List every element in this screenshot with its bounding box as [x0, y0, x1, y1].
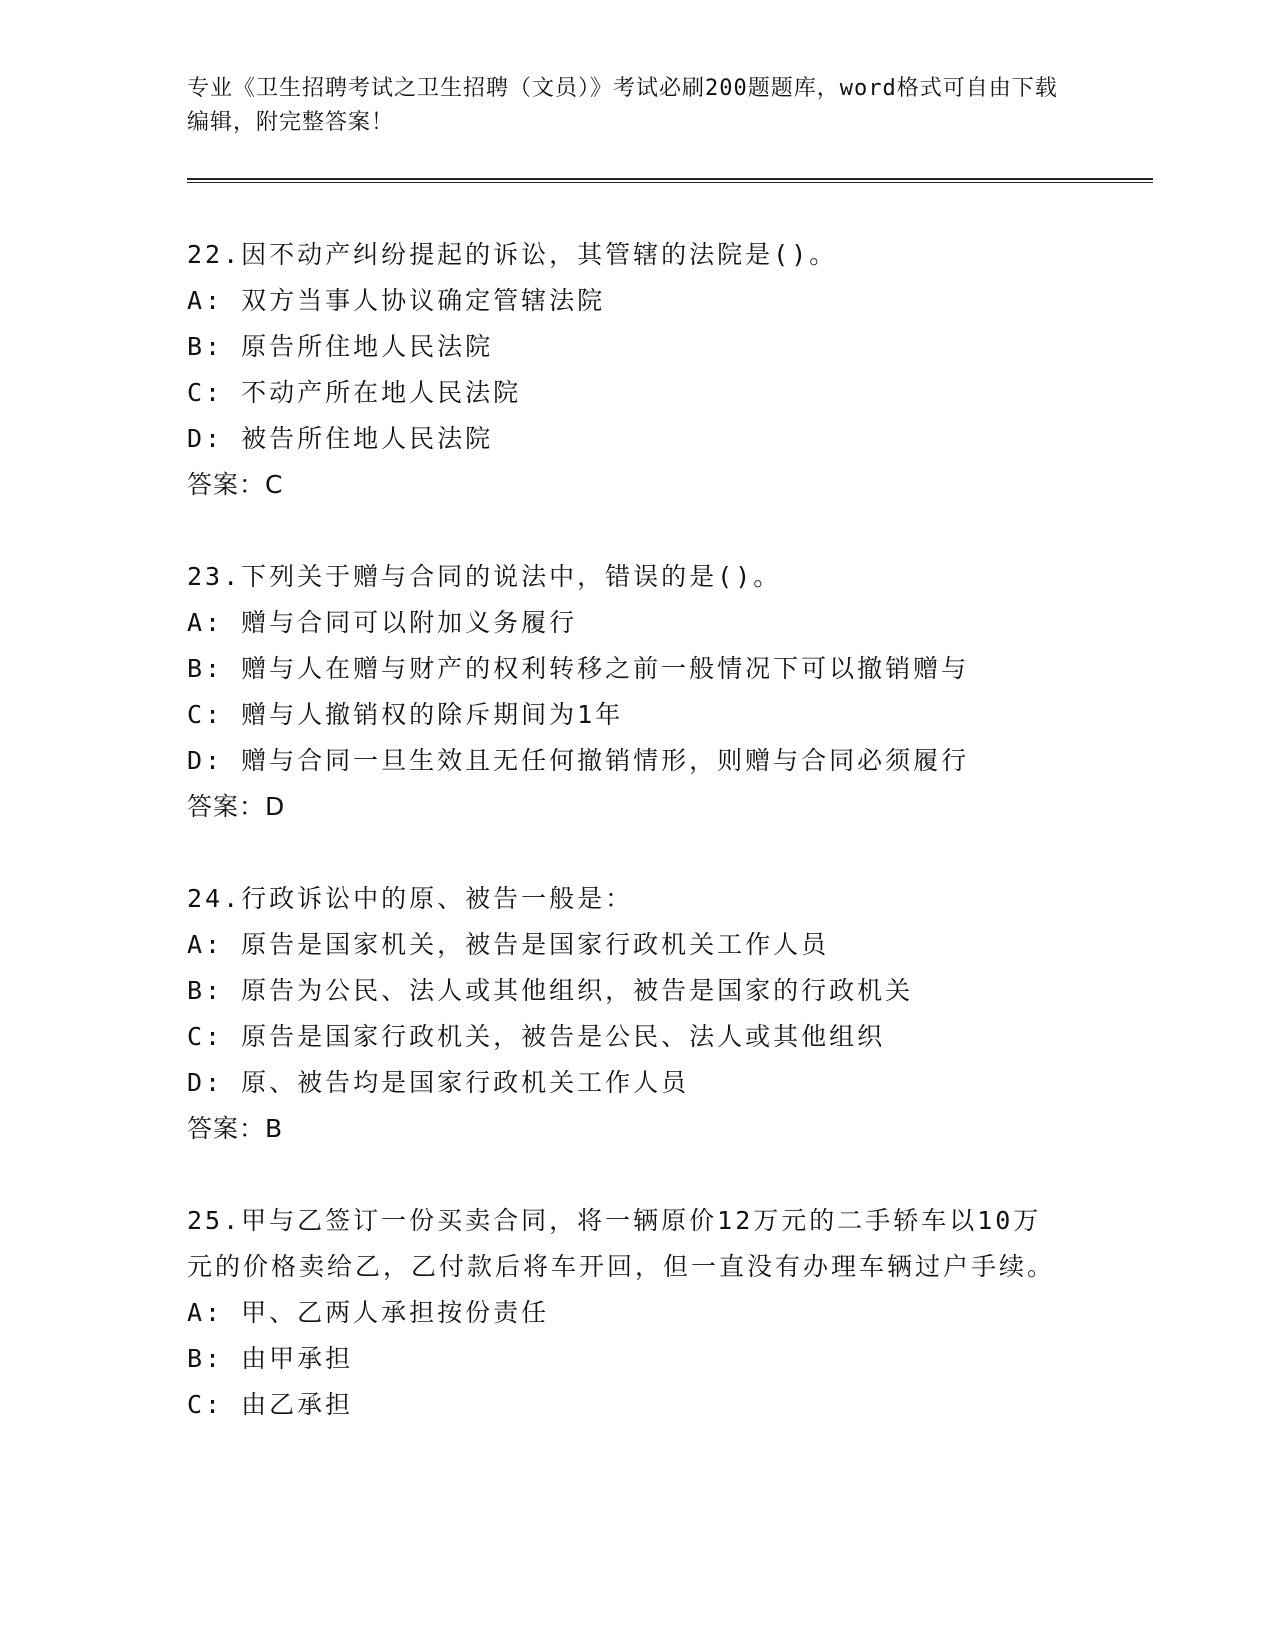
question-list: [187, 232, 1087, 1474]
header-divider-bottom: [187, 182, 1153, 183]
question-stem: 24.行政诉讼中的原、被告一般是：: [187, 884, 634, 913]
question-24: [187, 876, 1087, 1152]
option-c: C: 不动产所在地人民法院: [187, 378, 522, 407]
option-c: C: 由乙承担: [187, 1390, 354, 1419]
option-a: A: 甲、乙两人承担按份责任: [187, 1298, 550, 1327]
option-d: D: 赠与合同一旦生效且无任何撤销情形，则赠与合同必须履行: [187, 746, 970, 775]
question-stem: 23.下列关于赠与合同的说法中，错误的是()。: [187, 562, 782, 591]
question-23: [187, 554, 1087, 830]
header-divider-top: [187, 178, 1153, 180]
option-d: D: 被告所住地人民法院: [187, 424, 494, 453]
option-b: B: 由甲承担: [187, 1344, 354, 1373]
option-a: A: 赠与合同可以附加义务履行: [187, 608, 578, 637]
option-c: C: 赠与人撤销权的除斥期间为1年: [187, 700, 624, 729]
question-stem: 22.因不动产纠纷提起的诉讼，其管辖的法院是()。: [187, 240, 838, 269]
option-b: B: 原告所住地人民法院: [187, 332, 494, 361]
question-stem: 25.甲与乙签订一份买卖合同，将一辆原价12万元的二手轿车以10万元的价格卖给乙，乙付款后将车开回，但一直没有办理车辆过户手续。: [187, 1206, 1056, 1281]
question-22: [187, 232, 1087, 508]
option-b: B: 赠与人在赠与财产的权利转移之前一般情况下可以撤销赠与: [187, 654, 970, 683]
question-25: [187, 1198, 1087, 1428]
option-a: A: 双方当事人协议确定管辖法院: [187, 286, 606, 315]
document-header: 专业《卫生招聘考试之卫生招聘（文员）》考试必刷200题题库，word格式可自由下载编辑，附完整答案！: [187, 76, 1058, 135]
option-a: A: 原告是国家机关，被告是国家行政机关工作人员: [187, 930, 830, 959]
option-d: D: 原、被告均是国家行政机关工作人员: [187, 1068, 690, 1097]
answer-line: 答案：D: [187, 792, 286, 821]
answer-line: 答案：B: [187, 1114, 284, 1143]
answer-line: 答案：C: [187, 470, 284, 499]
option-b: B: 原告为公民、法人或其他组织，被告是国家的行政机关: [187, 976, 914, 1005]
option-c: C: 原告是国家行政机关，被告是公民、法人或其他组织: [187, 1022, 886, 1051]
